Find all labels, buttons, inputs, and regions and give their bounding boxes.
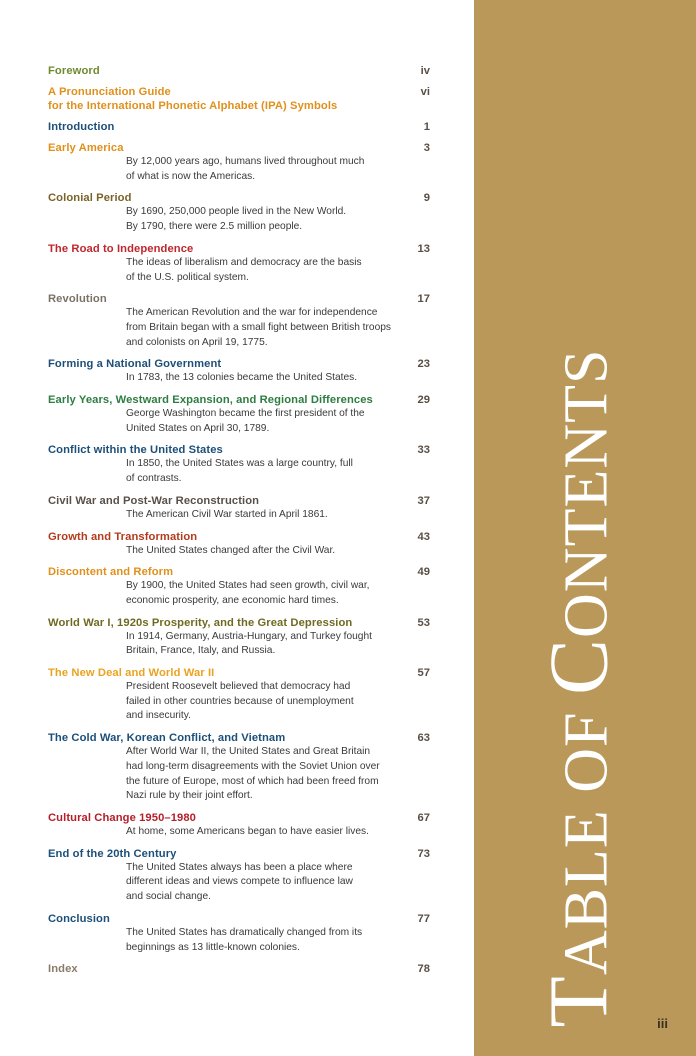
- toc-description-line: The United States always has been a place where: [126, 861, 353, 873]
- toc-page-number: 37: [417, 494, 430, 507]
- toc-page-number: vi: [420, 86, 430, 98]
- toc-entry-row: [48, 565, 430, 579]
- toc-description-line: After World War II, the United States and Great Britain: [126, 746, 371, 758]
- toc-page-number: 17: [417, 293, 430, 306]
- toc-description-line: George Washington became the first president of the: [126, 408, 365, 420]
- toc-entry-description: [126, 407, 411, 436]
- toc-page-number: 13: [417, 242, 430, 255]
- toc-entry-title[interactable]: [48, 393, 373, 407]
- toc-entry-title[interactable]: [48, 120, 114, 134]
- toc-description-line: Britain, France, Italy, and Russia.: [126, 645, 276, 657]
- toc-entry-description: [126, 457, 411, 486]
- toc-entry-title[interactable]: [48, 191, 132, 205]
- toc-page-number: iv: [420, 65, 430, 77]
- toc-title-line: Conclusion: [48, 912, 110, 925]
- toc-entry-row: [48, 191, 430, 205]
- vertical-title-part: ABLE OF: [552, 695, 621, 976]
- toc-description-line: In 1783, the 13 colonies became the United States.: [126, 372, 358, 384]
- page-number: iii: [657, 1016, 668, 1031]
- toc-description-line: different ideas and views compete to influence law: [126, 876, 353, 888]
- toc-entry-description: [126, 306, 411, 350]
- toc-entry-description: [126, 155, 411, 184]
- toc-entry-title[interactable]: [48, 731, 285, 745]
- toc-title-line: Cultural Change 1950–1980: [48, 811, 197, 824]
- toc-entry-description: [126, 630, 411, 659]
- toc-description-line: In 1850, the United States was a large country, full: [126, 458, 353, 470]
- toc-description-line: The ideas of liberalism and democracy are the basis: [126, 256, 362, 268]
- toc-description-line: The United States has dramatically changed from its: [126, 926, 363, 938]
- toc-entry-row: [48, 530, 430, 544]
- toc-page-number: 77: [417, 912, 430, 925]
- toc-entry-title[interactable]: [48, 64, 100, 78]
- toc-entry-title[interactable]: [48, 530, 197, 544]
- toc-description-line: from Britain began with a small fight between British troops: [126, 321, 391, 333]
- toc-title-line: The Cold War, Korean Conflict, and Vietnam: [48, 732, 286, 745]
- toc-description-line: The United States changed after the Civil War.: [126, 544, 336, 556]
- toc-entry-description: [126, 861, 411, 905]
- toc-entry-row: [48, 141, 430, 155]
- toc-title-line: A Pronunciation Guide: [48, 86, 171, 98]
- toc-entry[interactable]: [48, 811, 430, 840]
- toc-entry[interactable]: [48, 731, 430, 804]
- toc-entry-description: [126, 371, 411, 386]
- toc-entry-row: [48, 912, 430, 926]
- toc-entry-title[interactable]: [48, 565, 173, 579]
- toc-title-line: The New Deal and World War II: [48, 667, 215, 680]
- toc-entry-description: [126, 680, 411, 724]
- toc-entry-description: [126, 544, 411, 559]
- toc-page-number: 23: [417, 358, 430, 371]
- toc-title-line: Revolution: [48, 293, 107, 306]
- toc-entry[interactable]: [48, 666, 430, 724]
- toc-page-number: 33: [417, 444, 430, 457]
- toc-title-line: Growth and Transformation: [48, 530, 198, 543]
- toc-description-line: of the U.S. political system.: [126, 271, 249, 283]
- toc-description-line: The American Revolution and the war for independence: [126, 307, 378, 319]
- toc-entry[interactable]: [48, 85, 430, 113]
- toc-page-number: 73: [417, 847, 430, 860]
- toc-entry-title[interactable]: [48, 494, 259, 508]
- toc-entry-row: [48, 847, 430, 861]
- toc-title-line: for the International Phonetic Alphabet (IPA) Symbols: [48, 100, 338, 112]
- toc-entry-title[interactable]: [48, 292, 107, 306]
- toc-entry-row: [48, 120, 430, 134]
- toc-description-line: of what is now the Americas.: [126, 170, 256, 182]
- toc-entry-description: [126, 205, 411, 234]
- toc-entry-row: [48, 292, 430, 306]
- toc-description-line: failed in other countries because of unemployment: [126, 695, 354, 707]
- toc-entry-row: [48, 811, 430, 825]
- toc-entry-row: [48, 85, 430, 113]
- toc-entry[interactable]: [48, 64, 430, 78]
- toc-entry[interactable]: [48, 962, 430, 976]
- toc-page-number: 29: [417, 394, 430, 407]
- toc-title-line: Discontent and Reform: [48, 566, 174, 579]
- toc-page-number: 53: [417, 616, 430, 629]
- toc-page-number: 57: [417, 667, 430, 680]
- toc-entry-title[interactable]: [48, 242, 193, 256]
- toc-description-line: In 1914, Germany, Austria-Hungary, and Turkey fought: [126, 630, 372, 642]
- toc-page-number: 1: [423, 121, 430, 133]
- toc-title-line: Early Years, Westward Expansion, and Regional Differences: [48, 394, 373, 407]
- toc-entry[interactable]: [48, 120, 430, 134]
- toc-description-line: By 1690, 250,000 people lived in the New World.: [126, 206, 347, 218]
- toc-entry-title[interactable]: [48, 962, 78, 976]
- toc-entry[interactable]: [48, 530, 430, 559]
- toc-description-line: and insecurity.: [126, 710, 191, 722]
- toc-entry-row: [48, 64, 430, 78]
- toc-entry[interactable]: [48, 616, 430, 659]
- toc-entry-row: [48, 242, 430, 256]
- toc-entry-row: [48, 731, 430, 745]
- toc-description-line: By 12,000 years ago, humans lived throughout much: [126, 156, 365, 167]
- toc-title-line: Early America: [48, 142, 124, 154]
- toc-page-number: 43: [417, 530, 430, 543]
- toc-entry[interactable]: [48, 443, 430, 486]
- toc-entry-row: [48, 616, 430, 630]
- toc-title-line: The Road to Independence: [48, 242, 194, 255]
- toc-entry-description: [126, 745, 411, 804]
- toc-page-number: 63: [417, 732, 430, 745]
- toc-description-line: United States on April 30, 1789.: [126, 422, 270, 434]
- toc-description-line: President Roosevelt believed that democracy had: [126, 681, 351, 693]
- toc-entry-row: [48, 494, 430, 508]
- toc-entry-title[interactable]: [48, 616, 352, 630]
- vertical-title: [531, 349, 628, 1028]
- toc-entry[interactable]: [48, 357, 430, 386]
- toc-entry[interactable]: [48, 141, 430, 184]
- toc-entry[interactable]: [48, 393, 430, 436]
- toc-title-line: Civil War and Post-War Reconstruction: [48, 494, 260, 507]
- toc-description-line: The American Civil War started in April 1861.: [126, 508, 328, 520]
- toc-entry[interactable]: [48, 912, 430, 955]
- toc-description-line: By 1900, the United States had seen growth, civil war,: [126, 580, 370, 592]
- toc-entry-description: [126, 825, 411, 840]
- toc-entry-title[interactable]: [48, 141, 124, 155]
- toc-entry-title[interactable]: [48, 847, 176, 861]
- toc-page-number: 78: [417, 963, 430, 976]
- toc-entry-row: [48, 962, 430, 976]
- toc-entry[interactable]: [48, 565, 430, 608]
- toc-description-line: of contrasts.: [126, 473, 182, 485]
- toc-title-line: End of the 20th Century: [48, 847, 177, 860]
- toc-title-line: Foreword: [48, 65, 100, 77]
- toc-entry-title[interactable]: [48, 357, 221, 371]
- toc-entry-row: [48, 666, 430, 680]
- toc-page-number: 67: [417, 811, 430, 824]
- toc-entry[interactable]: [48, 191, 430, 234]
- toc-title-line: Forming a National Government: [48, 358, 222, 371]
- toc-entry-row: [48, 443, 430, 457]
- toc-description-line: economic prosperity, ane economic hard times.: [126, 594, 339, 606]
- toc-title-line: Colonial Period: [48, 192, 132, 205]
- toc-page-number: 3: [423, 142, 430, 154]
- toc-entry-description: [126, 256, 411, 285]
- toc-title-line: Index: [48, 963, 78, 976]
- toc-entry-title[interactable]: [48, 85, 337, 113]
- toc-entry[interactable]: [48, 242, 430, 285]
- toc-entry[interactable]: [48, 494, 430, 523]
- toc-entry-title[interactable]: [48, 811, 196, 825]
- toc-entry[interactable]: [48, 292, 430, 350]
- toc-entry-row: [48, 393, 430, 407]
- toc-entry-title[interactable]: [48, 443, 223, 457]
- toc-entry[interactable]: [48, 847, 430, 905]
- toc-description-line: Nazi rule by their joint effort.: [126, 790, 253, 802]
- toc-title-line: World War I, 1920s Prosperity, and the Great Depression: [48, 616, 353, 629]
- vertical-title-part: C: [532, 637, 626, 695]
- toc-description-line: At home, some Americans began to have easier lives.: [126, 825, 369, 837]
- toc-entry-description: [126, 926, 411, 955]
- toc-description-line: the future of Europe, most of which had been freed from: [126, 775, 379, 787]
- toc-description-line: beginnings as 13 little-known colonies.: [126, 941, 300, 953]
- toc-entry-description: [126, 579, 411, 608]
- toc-page-number: 49: [417, 566, 430, 579]
- toc-title-line: Introduction: [48, 121, 115, 133]
- toc-description-line: By 1790, there were 2.5 million people.: [126, 221, 303, 233]
- vertical-title-part: ONTENTS: [552, 348, 621, 638]
- toc-description-line: had long-term disagreements with the Soviet Union over: [126, 760, 380, 772]
- toc-page-number: 9: [423, 192, 430, 205]
- toc-entry-title[interactable]: [48, 912, 110, 926]
- toc-description-line: and colonists on April 19, 1775.: [126, 336, 268, 348]
- toc-title-line: Conflict within the United States: [48, 444, 223, 457]
- toc-entry-row: [48, 357, 430, 371]
- vertical-title-part: T: [532, 975, 626, 1028]
- toc-entry-title[interactable]: [48, 666, 214, 680]
- toc-list: [48, 64, 430, 983]
- toc-entry-description: [126, 508, 411, 523]
- toc-description-line: and social change.: [126, 891, 211, 903]
